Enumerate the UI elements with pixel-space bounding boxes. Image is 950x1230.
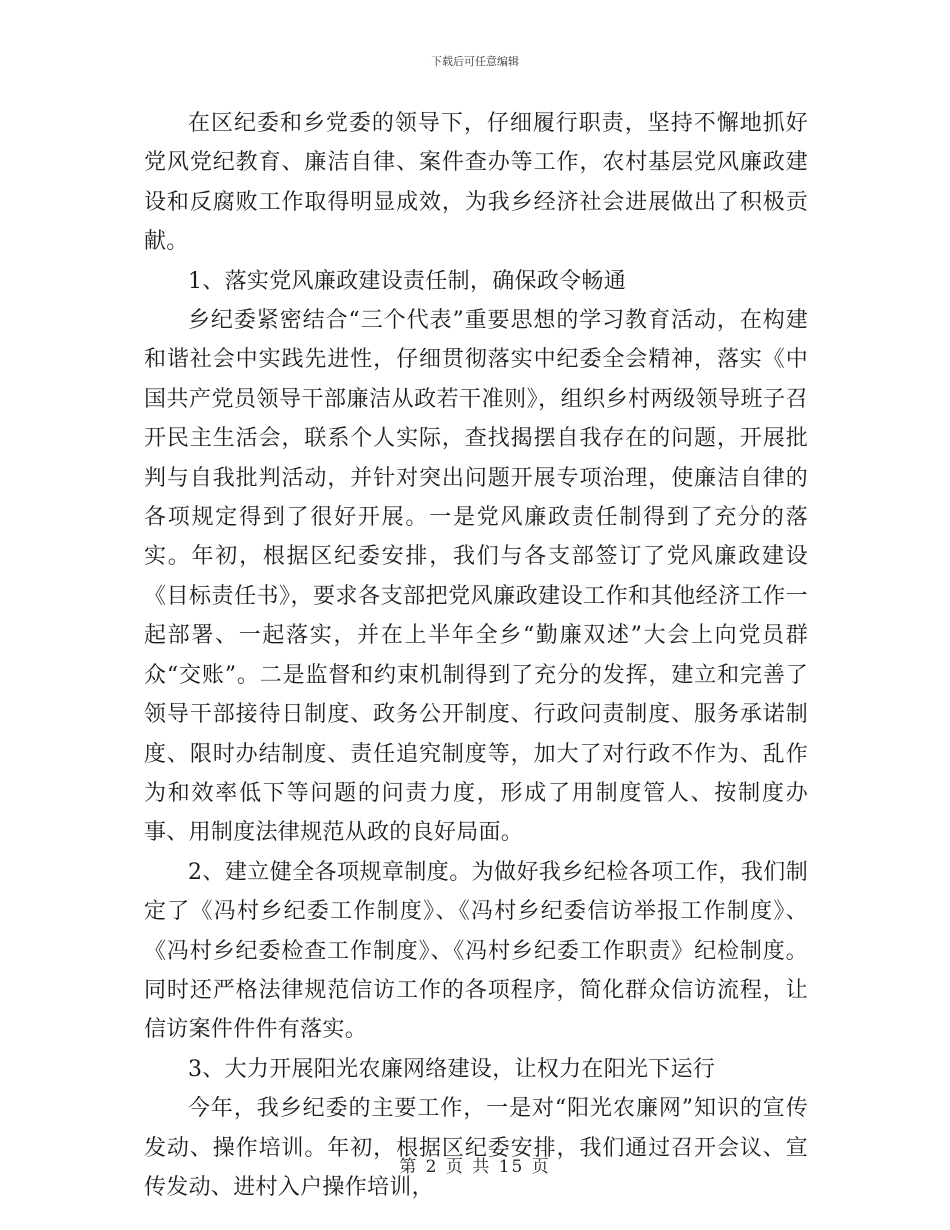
paragraph-intro: 在区纪委和乡党委的领导下，仔细履行职责，坚持不懈地抓好党风党纪教育、廉洁自律、案件查办等工作，农村基层党风廉政建设和反腐败工作取得明显成效，为我乡经济社会进展做出了积极贡献。 (144, 111, 808, 255)
paragraph-section-2: 2、建立健全各项规章制度。为做好我乡纪检各项工作，我们制定了《冯村乡纪委工作制度》、《冯村乡纪委信访举报工作制度》、《冯村乡纪委检查工作制度》、《冯村乡纪委工作职责》纪检制度。同时还严格法律规范信访工作的各项程序，简化群众信访流程，让信访案件件件有落实。 (144, 859, 808, 1043)
paragraph-section-3: 今年，我乡纪委的主要工作，一是对“阳光农廉网”知识的宣传发动、操作培训。年初，根据区纪委安排，我们通过召开会议、宣传发动、进村入户操作培训， (144, 1096, 808, 1200)
document-body (144, 104, 808, 1207)
paragraph-section-1: 乡纪委紧密结合“三个代表”重要思想的学习教育活动，在构建和谐社会中实践先进性，仔细贯彻落实中纪委全会精神，落实《中国共产党员领导干部廉洁从政若干准则》，组织乡村两级领导班子召开民主生活会，联系个人实际，查找揭摆自我存在的问题，开展批判与自我批判活动，并针对突出问题开展专项治理，使廉洁自律的各项规定得到了很好开展。一是党风廉政责任制得到了充分的落实。年初，根据区纪委安排，我们与各支部签订了党风廉政建设《目标责任书》，要求各支部把党风廉政建设工作和其他经济工作一起部署、一起落实，并在上半年全乡“勤廉双述”大会上向党员群众“交账”。二是监督和约束机制得到了充分的发挥，建立和完善了领导干部接待日制度、政务公开制度、行政问责制度、服务承诺制度、限时办结制度、责任追究制度等，加大了对行政不作为、乱作为和效率低下等问题的问责力度，形成了用制度管人、按制度办事、用制度法律规范从政的良好局面。 (144, 308, 808, 846)
section-heading-3: 3、大力开展阳光农廉网络建设，让权力在阳光下运行 (188, 1056, 716, 1082)
section-heading-1: 1、落实党风廉政建设责任制，确保政令畅通 (188, 268, 626, 294)
page-header-note: 下载后可任意编辑 (431, 55, 519, 68)
page-number: 第 2 页 共 15 页 (399, 1157, 551, 1177)
